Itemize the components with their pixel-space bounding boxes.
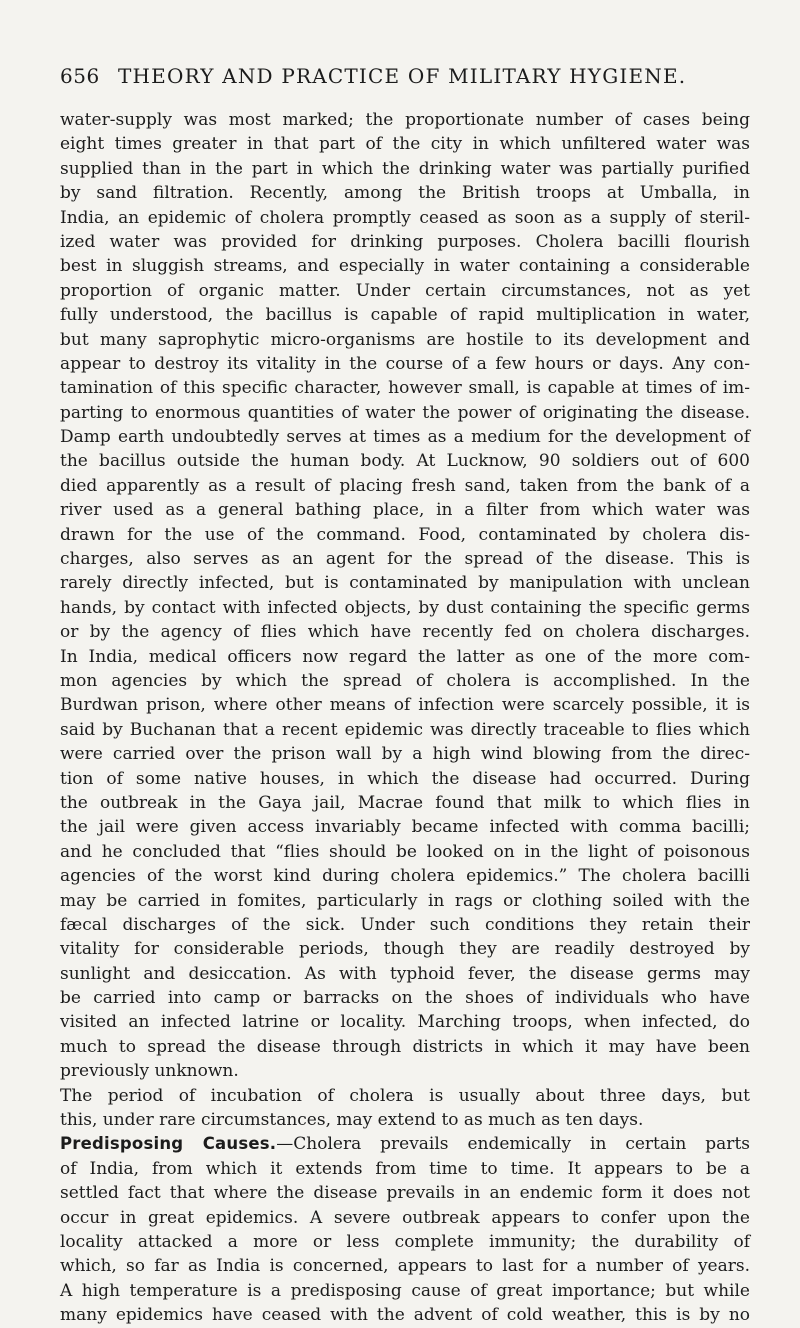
page-number: 656 <box>60 64 100 88</box>
text-line: In India, medical officers now regard the latter as one of the more com- <box>60 646 750 667</box>
section-sidehead: Predisposing Causes. <box>60 1134 277 1154</box>
text-line: the outbreak in the Gaya jail, Macrae found that milk to which flies in <box>60 792 750 813</box>
text-line: visited an infected latrine or locality. Marching troops, when infected, do <box>60 1012 750 1033</box>
text-line: proportion of organic matter. Under certain circumstances, not as yet <box>60 280 750 301</box>
text-line: sunlight and desiccation. As with typhoid fever, the disease germs may <box>60 963 750 984</box>
text-line: died apparently as a result of placing fresh sand, taken from the bank of a <box>60 475 750 496</box>
text-line: occur in great epidemics. A severe outbreak appears to confer upon the <box>60 1207 750 1228</box>
text-line: and he concluded that “flies should be looked on in the light of poisonous <box>60 841 750 862</box>
text-line: much to spread the disease through districts in which it may have been <box>60 1036 750 1057</box>
text-line: tamination of this specific character, however small, is capable at times of im- <box>60 378 750 399</box>
text-line: the jail were given access invariably became infected with comma bacilli; <box>60 817 750 838</box>
text-line: India, an epidemic of cholera promptly ceased as soon as a supply of steril- <box>60 207 750 228</box>
text-line: best in sluggish streams, and especially in water containing a considerable <box>60 256 750 277</box>
text-line: may be carried in fomites, particularly in rags or clothing soiled with the <box>60 890 750 911</box>
text-line: by sand filtration. Recently, among the British troops at Umballa, in <box>60 183 750 204</box>
text-line: but many saprophytic micro-organisms are hostile to its development and <box>60 329 750 350</box>
text-line: said by Buchanan that a recent epidemic was directly traceable to flies which <box>60 719 750 740</box>
text-line: locality attacked a more or less complete immunity; the durability of <box>60 1231 750 1252</box>
text-line: settled fact that where the disease prevails in an endemic form it does not <box>60 1183 750 1204</box>
text-line: many epidemics have ceased with the advent of cold weather, this is by no <box>60 1305 750 1326</box>
text-line: the bacillus outside the human body. At Lucknow, 90 soldiers out of 600 <box>60 451 750 472</box>
text-line: agencies of the worst kind during cholera epidemics.” The cholera bacilli <box>60 866 750 887</box>
text-line: fully understood, the bacillus is capable of rapid multiplication in water, <box>60 305 750 326</box>
text-line: of India, from which it extends from time to time. It appears to be a <box>60 1158 750 1179</box>
text-line: fæcal discharges of the sick. Under such conditions they retain their <box>60 914 750 935</box>
text-line: supplied than in the part in which the drinking water was partially purified <box>60 158 750 179</box>
text-line: be carried into camp or barracks on the shoes of individuals who have <box>60 988 750 1009</box>
text-line: previously unknown. <box>60 1061 239 1082</box>
text-line: mon agencies by which the spread of cholera is accomplished. In the <box>60 670 750 691</box>
text-line: vitality for considerable periods, though they are readily destroyed by <box>60 939 750 960</box>
text-line <box>60 1132 750 1156</box>
text-line: which, so far as India is concerned, appears to last for a number of years. <box>60 1256 750 1277</box>
text-line: tion of some native houses, in which the disease had occurred. During <box>60 768 750 789</box>
text-line: parting to enormous quantities of water the power of originating the disease. <box>60 402 750 423</box>
text-line: rarely directly infected, but is contaminated by manipulation with unclean <box>60 573 750 594</box>
text-run: —Cholera prevails endemically in certain parts <box>276 1134 750 1155</box>
text-line: were carried over the prison wall by a high wind blowing from the direc- <box>60 744 750 765</box>
text-line: hands, by contact with infected objects, by dust containing the specific germs <box>60 597 750 618</box>
text-line: appear to destroy its vitality in the course of a few hours or days. Any con- <box>60 353 750 374</box>
text-line: charges, also serves as an agent for the spread of the disease. This is <box>60 549 750 570</box>
text-line: water-supply was most marked; the proportionate number of cases being <box>60 110 750 130</box>
text-line: ized water was provided for drinking purposes. Cholera bacilli flourish <box>60 231 750 252</box>
text-line: A high temperature is a predisposing cause of great importance; but while <box>60 1280 750 1301</box>
text-line: or by the agency of flies which have recently fed on cholera discharges. <box>60 622 750 643</box>
text-line: eight times greater in that part of the city in which unfiltered water was <box>60 134 750 155</box>
body-text <box>60 108 750 1328</box>
running-title: THEORY AND PRACTICE OF MILITARY HYGIENE. <box>118 64 687 88</box>
text-line: Damp earth undoubtedly serves at times as a medium for the development of <box>60 427 750 448</box>
text-line: river used as a general bathing place, in a filter from which water was <box>60 500 750 521</box>
text-line: Burdwan prison, where other means of infection were scarcely possible, it is <box>60 695 750 716</box>
paragraph <box>60 1084 750 1133</box>
text-line: The period of incubation of cholera is usually about three days, but <box>60 1085 750 1106</box>
running-header <box>60 64 750 104</box>
text-line: this, under rare circumstances, may extend to as much as ten days. <box>60 1110 644 1131</box>
paragraph <box>60 1132 750 1327</box>
paragraph <box>60 108 750 1084</box>
text-line: drawn for the use of the command. Food, contaminated by cholera dis- <box>60 524 750 545</box>
